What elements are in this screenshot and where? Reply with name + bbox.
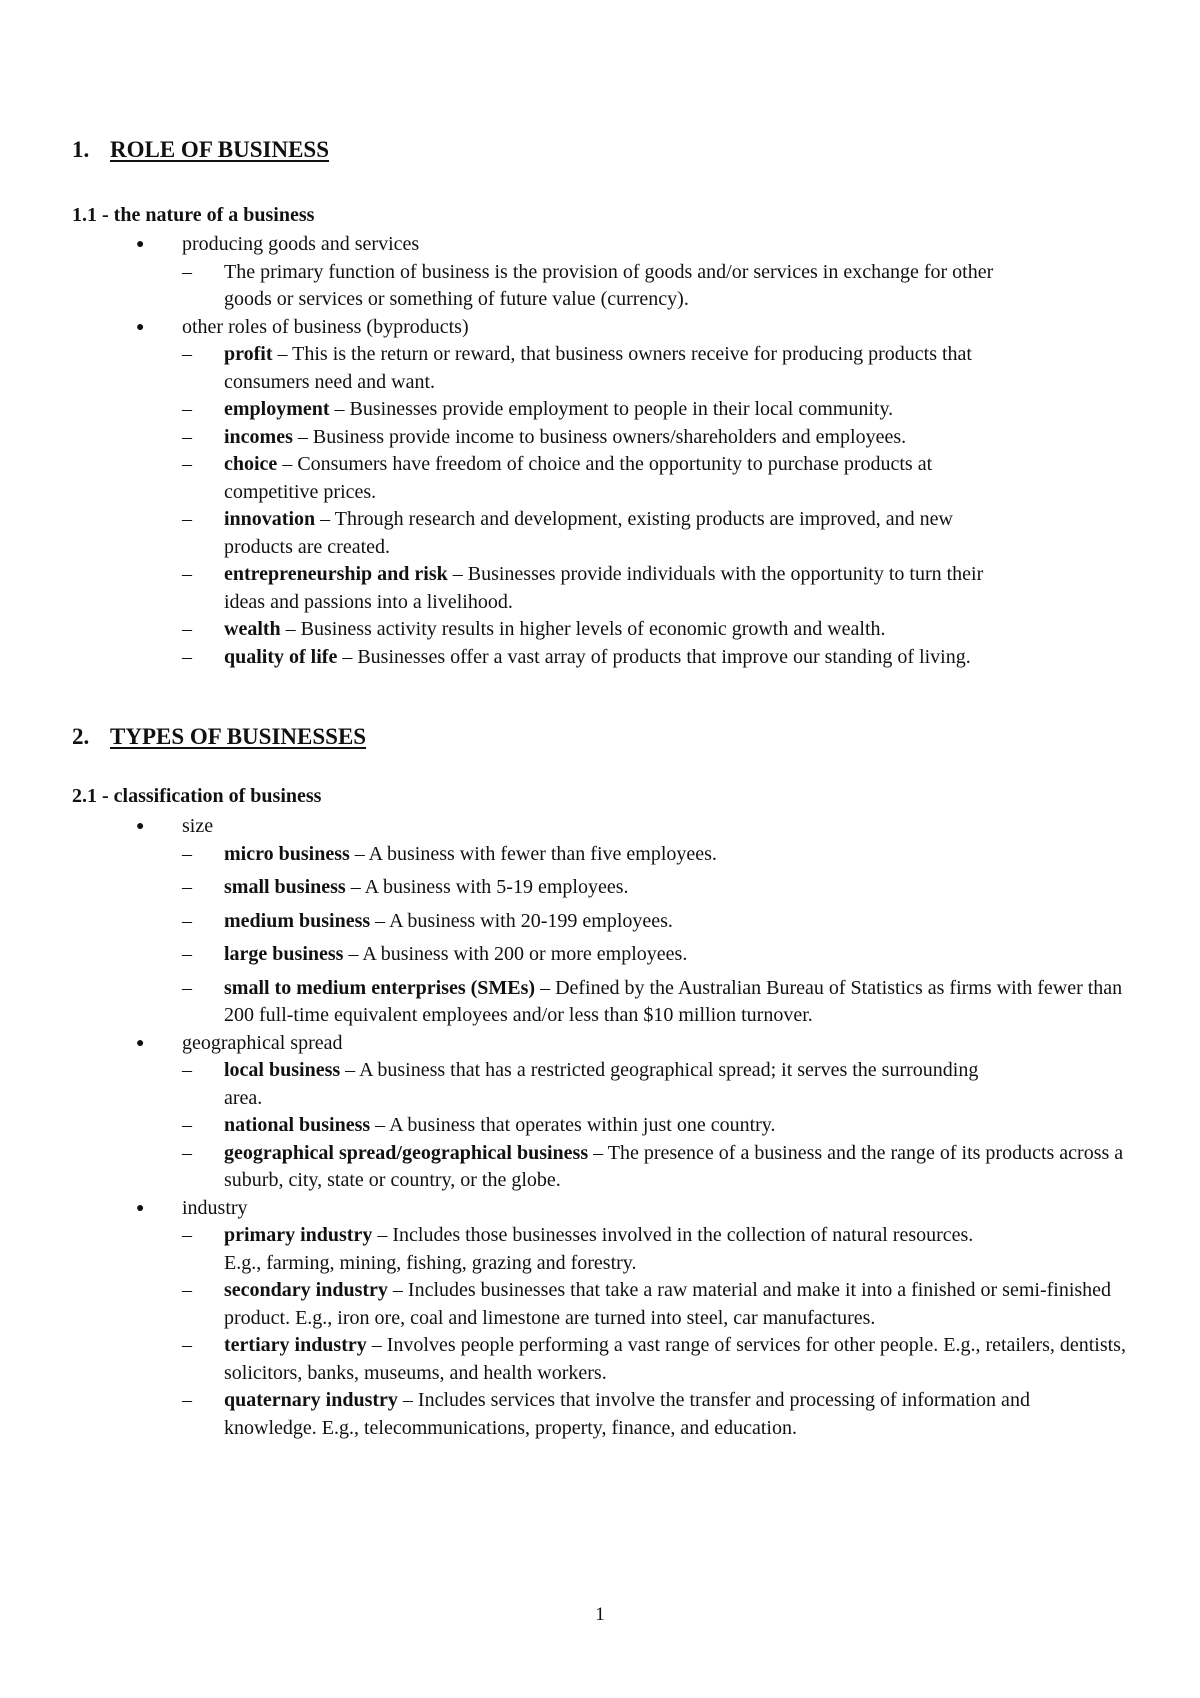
- dash-icon: –: [182, 508, 192, 530]
- item-separator: –: [337, 645, 358, 668]
- dash-icon: –: [182, 1114, 192, 1136]
- item-term: employment: [224, 398, 330, 420]
- dash-icon: –: [182, 563, 192, 585]
- item-separator: –: [366, 1334, 387, 1356]
- item-separator: –: [343, 943, 363, 965]
- item-separator: –: [292, 425, 313, 448]
- item-separator: –: [447, 563, 468, 585]
- item-separator: –: [588, 1141, 608, 1164]
- item-text: Business provide income to business owners/shareholders and employees.: [312, 425, 907, 448]
- section-number: 2.: [72, 724, 90, 749]
- dash-icon: –: [182, 260, 192, 283]
- page-number: 1: [595, 1604, 605, 1625]
- item-term: quaternary industry: [224, 1389, 398, 1411]
- item-term: choice: [224, 453, 278, 475]
- dash-item: [72, 341, 982, 396]
- dash-item: [72, 908, 1132, 936]
- bullet-item: [72, 231, 1132, 259]
- item-term: innovation: [224, 508, 316, 530]
- item-text: Businesses offer a vast array of products that improve our standing of living.: [357, 645, 971, 668]
- item-text: Business activity results in higher levels of economic growth and wealth.: [300, 618, 886, 640]
- dash-item: [72, 1387, 1092, 1442]
- item-term: large business: [224, 943, 344, 965]
- item-text: A business with fewer than five employees.: [368, 842, 717, 865]
- bullet-item: [72, 813, 1132, 841]
- dash-icon: –: [182, 453, 192, 475]
- dash-icon: –: [182, 1224, 192, 1246]
- item-term: national business: [224, 1114, 371, 1136]
- dash-item: [72, 874, 1132, 902]
- item-text: Consumers have freedom of choice and the opportunity to purchase products at competitive prices.: [224, 453, 933, 503]
- bullet-item: [72, 1030, 1132, 1058]
- section-title: ROLE OF BUSINESS: [110, 137, 329, 162]
- dash-icon: –: [182, 343, 192, 365]
- item-separator: –: [329, 398, 350, 420]
- dash-item: [72, 975, 1132, 1030]
- dash-item: [72, 561, 992, 616]
- size-list: [72, 841, 1132, 1030]
- dash-icon: –: [182, 976, 192, 999]
- item-term: profit: [224, 343, 273, 365]
- dash-icon: –: [182, 645, 192, 668]
- bullet-icon: ●: [136, 237, 145, 252]
- dash-item: [72, 1140, 1132, 1195]
- item-text: Businesses provide employment to people in their local community.: [349, 398, 894, 420]
- item-text: Includes services that involve the transfer and processing of information and knowledge. E.g., telecommunications, property, finance, and education.: [224, 1389, 1030, 1439]
- item-term: wealth: [224, 618, 281, 640]
- item-term: tertiary industry: [224, 1334, 367, 1356]
- dash-icon: –: [182, 425, 192, 448]
- dash-item: [72, 1057, 992, 1112]
- dash-item: [72, 1112, 1132, 1140]
- section-heading-1: [72, 136, 1132, 164]
- item-text: Businesses provide individuals with the opportunity to turn their ideas and passions into a livelihood.: [224, 563, 984, 613]
- dash-icon: –: [182, 1389, 192, 1411]
- bullet-icon: ●: [136, 319, 145, 335]
- bullet-icon: ●: [136, 819, 145, 834]
- item-text: A business with 20-199 employees.: [389, 909, 673, 932]
- item-separator: –: [280, 618, 301, 640]
- item-term: quality of life: [224, 645, 338, 668]
- dash-item: [72, 506, 992, 561]
- bullet-item: [72, 314, 1132, 342]
- item-text: A business with 5-19 employees.: [364, 876, 629, 898]
- dash-item: [72, 644, 992, 672]
- item-term: medium business: [224, 909, 371, 932]
- dash-icon: –: [182, 1334, 192, 1356]
- item-text: The primary function of business is the provision of goods and/or services in exchange for other goods or services or something of future value (currency).: [224, 260, 994, 310]
- dash-icon: –: [182, 943, 192, 965]
- bullet-icon: ●: [136, 1200, 145, 1216]
- bullet-label: producing goods and services: [182, 233, 420, 255]
- subsection-heading: 1.1 - the nature of a business: [72, 204, 315, 226]
- item-term: small to medium enterprises (SMEs): [224, 976, 536, 999]
- bullet-label: size: [182, 815, 214, 837]
- dash-item: [72, 616, 1132, 644]
- dash-item: [72, 259, 1012, 314]
- item-term: micro business: [224, 842, 350, 865]
- item-separator: –: [370, 909, 390, 932]
- item-term: local business: [224, 1059, 341, 1081]
- item-separator: –: [277, 453, 298, 475]
- item-term: entrepreneurship and risk: [224, 563, 448, 585]
- item-text: Defined by the Australian Bureau of Statistics as firms with fewer than 200 full-time equivalent employees and/or less than $10 million turnover.: [224, 976, 1123, 1026]
- item-separator: –: [345, 876, 365, 898]
- item-term: geographical spread/geographical business: [224, 1141, 589, 1164]
- dash-item: [72, 424, 1132, 452]
- item-text: The presence of a business and the range of its products across a suburb, city, state or country, or the globe.: [224, 1141, 1124, 1191]
- dash-item: [72, 841, 1132, 869]
- bullet-label: other roles of business (byproducts): [182, 315, 469, 338]
- dash-icon: –: [182, 909, 192, 932]
- section-number: 1.: [72, 137, 90, 162]
- item-separator: –: [535, 976, 556, 999]
- item-separator: –: [272, 343, 293, 365]
- item-term: small business: [224, 876, 346, 898]
- dash-icon: –: [182, 398, 192, 420]
- dash-icon: –: [182, 1141, 192, 1164]
- item-separator: –: [397, 1389, 418, 1411]
- item-text: A business that operates within just one country.: [389, 1114, 776, 1136]
- item-separator: –: [340, 1059, 360, 1081]
- section-title: TYPES OF BUSINESSES: [110, 724, 367, 749]
- dash-item: [72, 1332, 1132, 1387]
- dash-icon: –: [182, 618, 192, 640]
- item-text: Involves people performing a vast range of services for other people. E.g., retailers, dentists, solicitors, banks, museums, and health workers.: [224, 1334, 1126, 1384]
- dash-item: [72, 1222, 992, 1277]
- dash-icon: –: [182, 1279, 192, 1301]
- item-separator: –: [372, 1224, 393, 1246]
- dash-item: [72, 451, 992, 506]
- section-heading-2: [72, 723, 1132, 751]
- document-content: [72, 136, 1132, 1442]
- dash-item: [72, 1277, 1132, 1332]
- dash-icon: –: [182, 876, 192, 898]
- item-term: secondary industry: [224, 1279, 388, 1301]
- bullet-icon: ●: [136, 1035, 145, 1051]
- item-separator: –: [370, 1114, 390, 1136]
- item-term: incomes: [224, 425, 293, 448]
- item-text: Through research and development, existing products are improved, and new products are created.: [224, 508, 953, 558]
- subsection-heading: 2.1 - classification of business: [72, 785, 322, 807]
- dash-icon: –: [182, 842, 192, 865]
- item-separator: –: [315, 508, 335, 530]
- dash-item: [72, 396, 1132, 424]
- item-separator: –: [387, 1279, 408, 1301]
- item-separator: –: [349, 842, 369, 865]
- dash-icon: –: [182, 1059, 192, 1081]
- bullet-label: industry: [182, 1196, 248, 1219]
- item-text: A business that has a restricted geographical spread; it serves the surrounding area.: [224, 1059, 979, 1109]
- item-text: This is the return or reward, that business owners receive for producing products that consumers need and want.: [224, 343, 972, 393]
- dash-item: [72, 941, 1132, 969]
- item-text: A business with 200 or more employees.: [362, 943, 688, 965]
- bullet-label: geographical spread: [182, 1031, 343, 1054]
- bullet-item: [72, 1195, 1132, 1223]
- item-term: primary industry: [224, 1224, 373, 1246]
- item-text: Includes those businesses involved in the collection of natural resources. E.g., farming, mining, fishing, grazing and forestry.: [224, 1224, 974, 1274]
- item-text: Includes businesses that take a raw material and make it into a finished or semi-finished product. E.g., iron ore, coal and limestone are turned into steel, car manufactures.: [224, 1279, 1112, 1329]
